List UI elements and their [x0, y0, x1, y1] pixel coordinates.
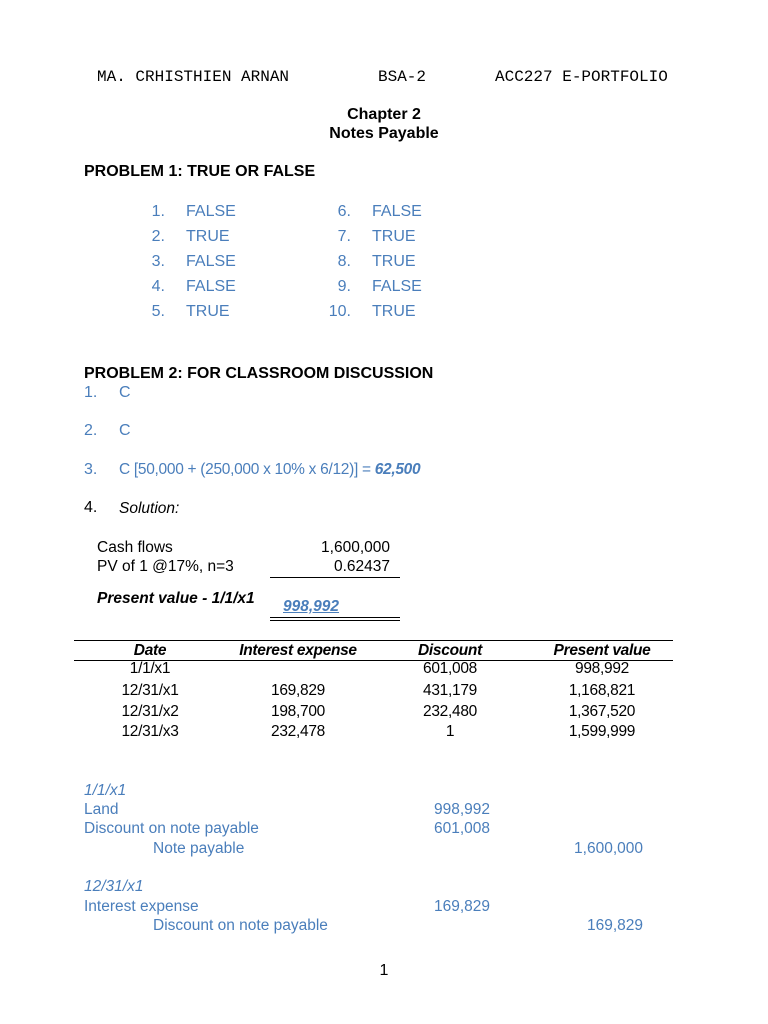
- answer-number: 2.: [151, 228, 165, 245]
- present-value-amount: 998,992: [283, 598, 340, 615]
- answer-number: 8.: [337, 253, 351, 270]
- pv-factor-value: 0.62437: [333, 558, 390, 575]
- problem1-heading: PROBLEM 1: TRUE OR FALSE: [84, 163, 316, 180]
- topic-title: Notes Payable: [329, 125, 439, 142]
- table-cell: 12/31/x2: [121, 703, 179, 720]
- answer-value: TRUE: [186, 228, 230, 245]
- answer-number: 10.: [328, 303, 351, 320]
- table-cell: 1,367,520: [568, 703, 636, 720]
- item-number: 4.: [84, 499, 98, 516]
- answer-value: TRUE: [372, 228, 416, 245]
- table-cell: 12/31/x1: [121, 682, 179, 699]
- answer-value: TRUE: [372, 253, 416, 270]
- answer-number: 1.: [151, 203, 165, 220]
- answer-value: FALSE: [186, 278, 236, 295]
- item-answer: C: [119, 384, 131, 401]
- table-cell: 12/31/x3: [121, 723, 179, 740]
- answer-value: FALSE: [372, 203, 422, 220]
- item3-formula: C [50,000 + (250,000 x 10% x 6/12)] =: [119, 461, 375, 478]
- account-name: Discount on note payable: [153, 917, 328, 934]
- table-cell: 601,008: [423, 660, 477, 677]
- column-header: Interest expense: [239, 642, 357, 659]
- item-number: 2.: [84, 422, 98, 439]
- answer-value: TRUE: [186, 303, 230, 320]
- answer-number: 7.: [337, 228, 351, 245]
- double-underline-top: [270, 617, 400, 618]
- cash-flows-value: 1,600,000: [321, 539, 390, 556]
- course-label: ACC227 E-PORTFOLIO: [495, 68, 668, 86]
- page-number: 1: [379, 962, 389, 979]
- answer-value: FALSE: [186, 253, 236, 270]
- item-answer: C: [119, 422, 131, 439]
- table-cell: 232,480: [423, 703, 477, 720]
- section-label: BSA-2: [378, 68, 427, 86]
- entry-date: 1/1/x1: [84, 782, 127, 799]
- pv-factor-label: PV of 1 @17%, n=3: [97, 558, 234, 575]
- chapter-title: Chapter 2: [347, 106, 421, 123]
- table-cell: 198,700: [271, 703, 325, 720]
- column-header: Discount: [418, 642, 482, 659]
- solution-label: Solution:: [119, 500, 180, 517]
- table-cell: 232,478: [271, 723, 325, 740]
- table-cell: 1,599,999: [568, 723, 636, 740]
- answer-number: 4.: [151, 278, 165, 295]
- debit-amount: 998,992: [433, 801, 490, 818]
- answer-number: 9.: [337, 278, 351, 295]
- table-cell: 998,992: [575, 660, 629, 677]
- item3-result: 62,500: [374, 461, 421, 478]
- account-name: Discount on note payable: [84, 820, 259, 837]
- table-top-border: [74, 640, 673, 641]
- entry-date: 12/31/x1: [84, 878, 144, 895]
- answer-number: 3.: [151, 253, 165, 270]
- answer-value: FALSE: [186, 203, 236, 220]
- table-cell: 431,179: [423, 682, 477, 699]
- table-cell: 1: [445, 723, 455, 740]
- answer-number: 6.: [337, 203, 351, 220]
- answer-value: TRUE: [372, 303, 416, 320]
- item-number: 1.: [84, 384, 98, 401]
- account-name: Note payable: [153, 840, 245, 857]
- table-cell: 1/1/x1: [129, 660, 171, 677]
- item-number: 3.: [84, 461, 98, 478]
- answer-value: FALSE: [372, 278, 422, 295]
- answer-number: 5.: [151, 303, 165, 320]
- debit-amount: 601,008: [433, 820, 490, 837]
- credit-amount: 1,600,000: [574, 840, 643, 857]
- credit-amount: 169,829: [586, 917, 643, 934]
- student-name: MA. CRHISTHIEN ARNAN: [97, 68, 290, 86]
- problem2-heading: PROBLEM 2: FOR CLASSROOM DISCUSSION: [84, 365, 434, 382]
- column-header: Present value: [553, 642, 651, 659]
- present-value-label: Present value - 1/1/x1: [97, 590, 255, 607]
- account-name: Land: [84, 801, 119, 818]
- cash-flows-label: Cash flows: [97, 539, 173, 556]
- double-underline-bottom: [270, 620, 400, 621]
- account-name: Interest expense: [84, 898, 199, 915]
- debit-amount: 169,829: [433, 898, 490, 915]
- item-answer: [119, 461, 420, 479]
- sum-line: [270, 577, 400, 578]
- table-cell: 1,168,821: [568, 682, 636, 699]
- table-cell: 169,829: [271, 682, 325, 699]
- column-header: Date: [133, 642, 167, 659]
